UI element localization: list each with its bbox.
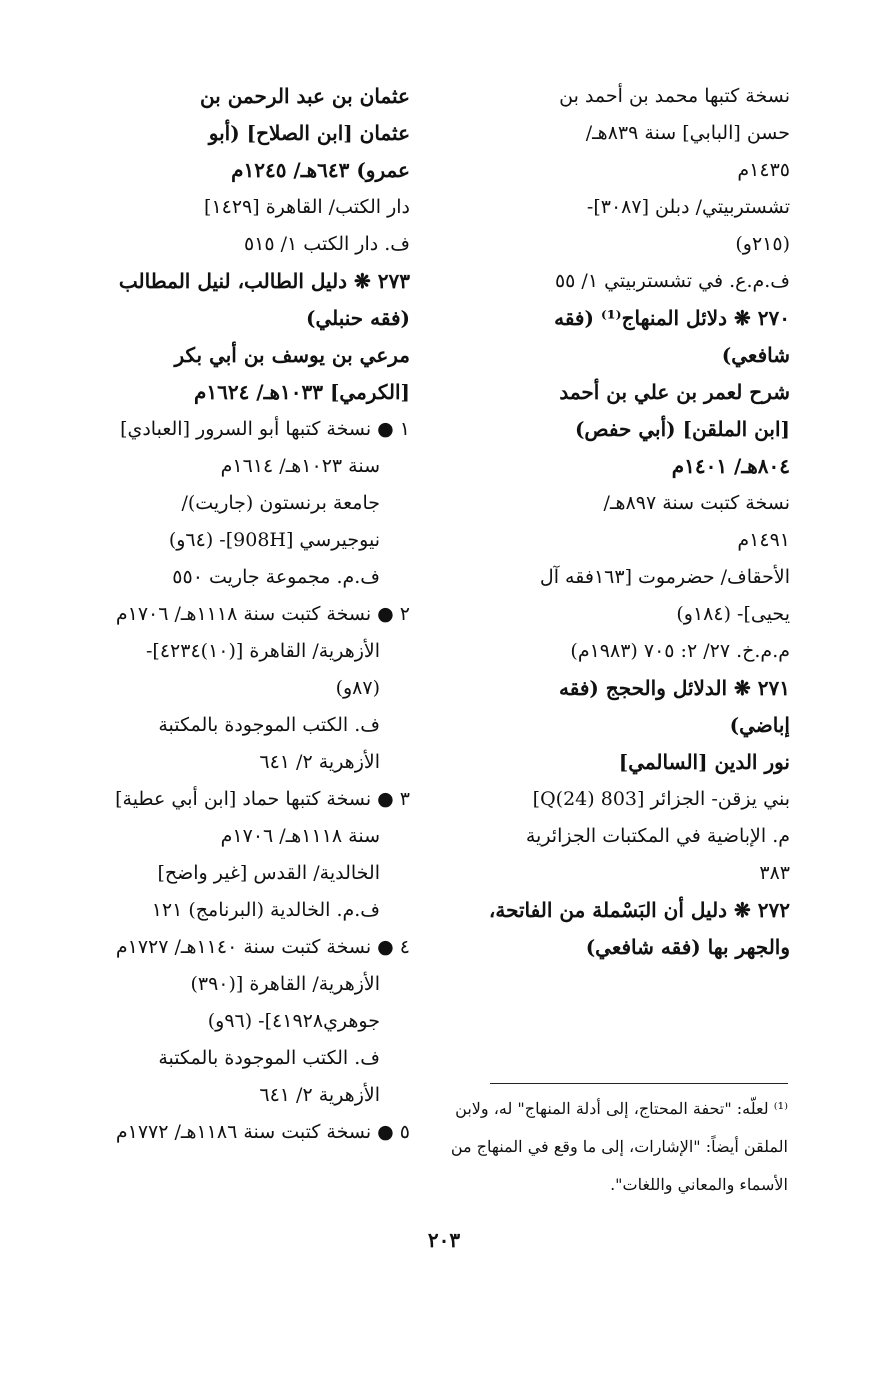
left-column-line: [الكرمي] ١٠٣٣هـ/ ١٦٢٤م bbox=[193, 380, 410, 404]
right-column-line: الأحقاف/ حضرموت [١٦٣فقه آل bbox=[539, 566, 790, 588]
left-column-line: ف.م. مجموعة جاريت ٥٥٠ bbox=[172, 566, 380, 588]
left-column-line: (فقه حنبلي) bbox=[305, 306, 410, 330]
right-column-line: م. الإباضية في المكتبات الجزائرية bbox=[525, 825, 790, 847]
left-column-line: الأزهرية ٢/ ٦٤١ bbox=[259, 751, 380, 773]
left-column-line: ف. الكتب الموجودة بالمكتبة bbox=[158, 714, 380, 736]
left-column-line: عثمان [ابن الصلاح] (أبو bbox=[208, 121, 410, 145]
right-column-line: ٣٨٣ bbox=[759, 862, 790, 884]
left-column-line: عثمان بن عبد الرحمن بن bbox=[199, 84, 410, 108]
footnote bbox=[445, 1090, 788, 1204]
page-number: ٢٠٣ bbox=[427, 1228, 461, 1252]
right-column-line: ١٤٣٥م bbox=[737, 159, 790, 181]
left-column-line: ٥ ● نسخة كتبت سنة ١١٨٦هـ/ ١٧٧٢م bbox=[115, 1121, 410, 1143]
right-column-line: نسخة كتبها محمد بن أحمد بن bbox=[559, 85, 790, 107]
left-column-line: ١ ● نسخة كتبها أبو السرور [العبادي] bbox=[120, 418, 410, 440]
right-column-line: ١٤٩١م bbox=[737, 529, 790, 551]
left-column-line: ٣ ● نسخة كتبها حماد [ابن أبي عطية] bbox=[115, 788, 410, 810]
right-column-line: شرح لعمر بن علي بن أحمد bbox=[559, 380, 790, 404]
left-column bbox=[70, 78, 410, 1151]
footnote-line: الملقن أيضاً: "الإشارات، إلى ما وقع في المنهاج من bbox=[450, 1137, 788, 1156]
right-column-line: نور الدين [السالمي] bbox=[618, 750, 790, 774]
left-column-line: الأزهرية/ القاهرة [(٣٩٠) bbox=[190, 973, 380, 995]
left-column-line: (٨٧و) bbox=[335, 677, 380, 699]
right-column-line: م.م.خ. ٢٧/ ٢: ٧٠٥ (١٩٨٣م) bbox=[570, 640, 790, 662]
right-column bbox=[452, 78, 790, 966]
left-column-line: سنة ١١١٨هـ/ ١٧٠٦م bbox=[220, 825, 380, 847]
left-column-line: دار الكتب/ القاهرة [١٤٢٩] bbox=[204, 196, 410, 218]
left-column-line: عمرو) ٦٤٣هـ/ ١٢٤٥م bbox=[231, 158, 410, 182]
left-column-line: ف. الكتب الموجودة بالمكتبة bbox=[158, 1047, 380, 1069]
left-column-line: مرعي بن يوسف بن أبي بكر bbox=[174, 343, 410, 367]
left-column-line: ف.م. الخالدية (البرنامج) ١٢١ bbox=[151, 899, 380, 921]
left-column-line: ف. دار الكتب ١/ ٥١٥ bbox=[243, 233, 410, 255]
right-column-line: ف.م.ع. في تشستربيتي ١/ ٥٥ bbox=[554, 270, 790, 292]
right-column-line: بني يزقن- الجزائر [803 Q(24)] bbox=[532, 788, 790, 810]
right-column-line: نسخة كتبت سنة ٨٩٧هـ/ bbox=[603, 492, 790, 514]
right-column-line: يحيى]- (١٨٤و) bbox=[676, 603, 790, 625]
right-column-line: ٨٠٤هـ/ ١٤٠١م bbox=[671, 454, 790, 478]
left-column-line: الخالدية/ القدس [غير واضح] bbox=[157, 862, 380, 884]
left-column-line: نيوجيرسي [908H]- (٦٤و) bbox=[168, 529, 380, 551]
right-column-line: إباضي) bbox=[729, 713, 790, 737]
left-column-line: ٢ ● نسخة كتبت سنة ١١١٨هـ/ ١٧٠٦م bbox=[115, 603, 410, 625]
left-column-line: جوهري٤١٩٢٨]- (٩٦و) bbox=[207, 1010, 380, 1032]
right-column-line: (٢١٥و) bbox=[735, 233, 790, 255]
left-column-line: جامعة برنستون (جاريت)/ bbox=[181, 492, 380, 514]
left-column-line: الأزهرية/ القاهرة [(١٠)٤٢٣٤]- bbox=[145, 640, 380, 662]
right-column-line: [ابن الملقن] (أبي حفص) bbox=[574, 417, 790, 441]
left-column-line: ٤ ● نسخة كتبت سنة ١١٤٠هـ/ ١٧٢٧م bbox=[115, 936, 410, 958]
left-column-line: ٢٧٣ ❋ دليل الطالب، لنيل المطالب bbox=[118, 269, 410, 293]
right-column-line: والجهر بها (فقه شافعي) bbox=[585, 935, 790, 959]
right-column-line: حسن [البابي] سنة ٨٣٩هـ/ bbox=[585, 122, 790, 144]
footnote-line: الأسماء والمعاني واللغات". bbox=[610, 1175, 788, 1194]
right-column-line: ٢٧٠ ❋ دلائل المنهاج⁽¹⁾ (فقه bbox=[554, 306, 790, 330]
right-column-line: تشستربيتي/ دبلن [٣٠٨٧]- bbox=[586, 196, 790, 218]
right-column-line: ٢٧٢ ❋ دليل أن البَسْملة من الفاتحة، bbox=[488, 898, 790, 922]
right-column-line: شافعي) bbox=[721, 343, 790, 367]
footnote-separator bbox=[490, 1083, 788, 1084]
right-column-line: ٢٧١ ❋ الدلائل والحجج (فقه bbox=[558, 676, 790, 700]
footnote-line: ⁽¹⁾ لعلّه: "تحفة المحتاج، إلى أدلة المنهاج" له، ولابن bbox=[455, 1099, 788, 1118]
left-column-line: الأزهرية ٢/ ٦٤١ bbox=[259, 1084, 380, 1106]
left-column-line: سنة ١٠٢٣هـ/ ١٦١٤م bbox=[220, 455, 380, 477]
